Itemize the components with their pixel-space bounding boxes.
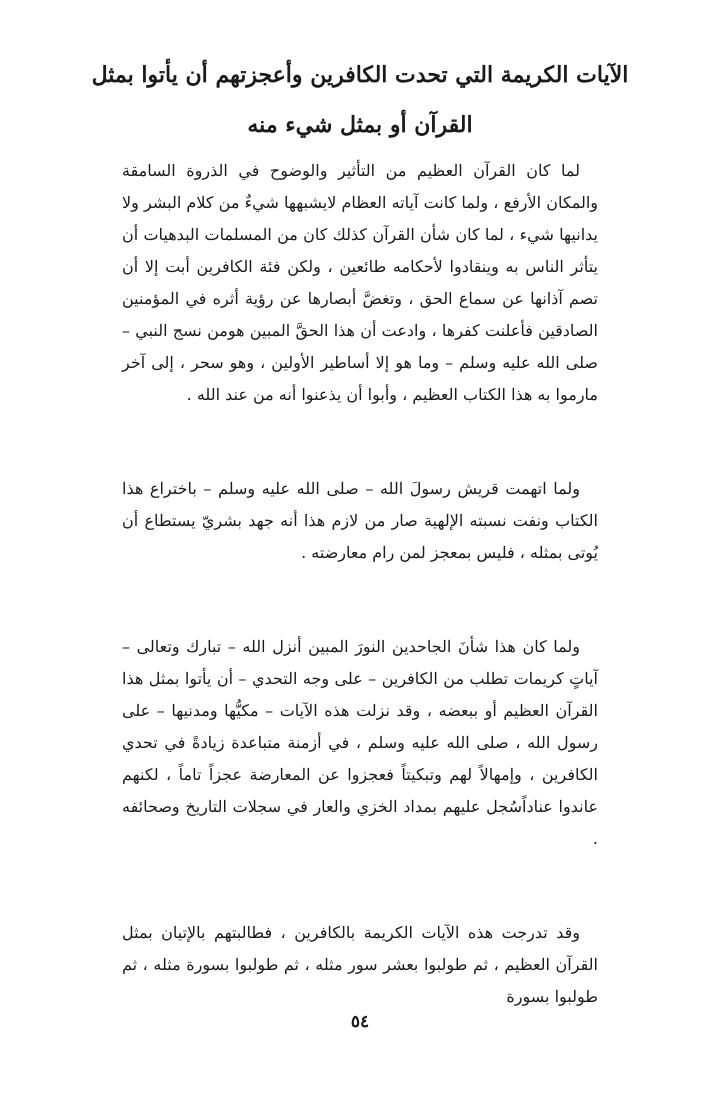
paragraph-4: وقد تدرجت هذه الآيات الكريمة بالكافرين ، فطالبتهم بالإتيان بمثل القرآن العظيم ، ثم طولبوا بعشر سور مثله ، ثم طولبوا بسورة مثله ، ثم طولبوا بسورة [122,923,598,1006]
page-number: ٥٤ [350,1012,370,1032]
paragraph-3: ولما كان هذا شأنَ الجاحدين النورَ المبين أنزل الله – تبارك وتعالى – آياتٍ كريمات تطلب من الكافرين – على وجه التحدي – أن يأتوا بمثل هذا القرآن العظيم أو ببعضه ، وقد نزلت هذه الآيات – مكيُّها ومدنيها – على رسول الله ، صلى الله عليه وسلم ، في أزمنة متباعدة زيادةً في تحدي الكافرين ، وإمهالاً لهم وتبكيتاً فعجزوا عن المعارضة عجزاً تاماً ، لكنهم عاندوا عناداًسُجل عليهم بمداد الخزي والعار في سجلات التاريخ وصحائفه . [122,637,599,848]
body-text [122,155,598,1075]
paragraph-2: ولما اتهمت قريش رسولَ الله – صلى الله عليه وسلم – باختراع هذا الكتاب ونفت نسبته الإلهية صار من لازم هذا أنه جهد بشريّ يستطاع أن يُوتى بمثله ، فليس بمعجز لمن رام معارضته . [122,479,598,562]
page-title: الآيات الكريمة التي تحدت الكافرين وأعجزتهم أن يأتوا بمثل القرآن أو بمثل شيء منه [91,62,629,138]
paragraph-1: لما كان القرآن العظيم من التأثير والوضوح في الذروة السامقة والمكان الأرفع ، ولما كانت آياته العظام لايشبهها شيءٌ من كلام البشر ولا يدانيها شيء ، لما كان شأن القرآن كذلك كان من المسلمات البدهيات أن يتأثر الناس به وينقادوا لأحكامه طائعين ، ولكن فئة الكافرين أبت إلا أن تصم آذانها عن سماع الحق ، وتغضَّ أبصارها عن رؤية أثره في المؤمنين الصادقين فأعلنت كفرها ، وادعت أن هذا الحقَّ المبين هومن نسج النبي – صلى الله عليه وسلم – وما هو إلا أساطير الأولين ، وهو سحر ، إلى آخر مارموا به هذا الكتاب العظيم ، وأبوا أن يذعنوا أنه من عند الله . [122,161,598,404]
